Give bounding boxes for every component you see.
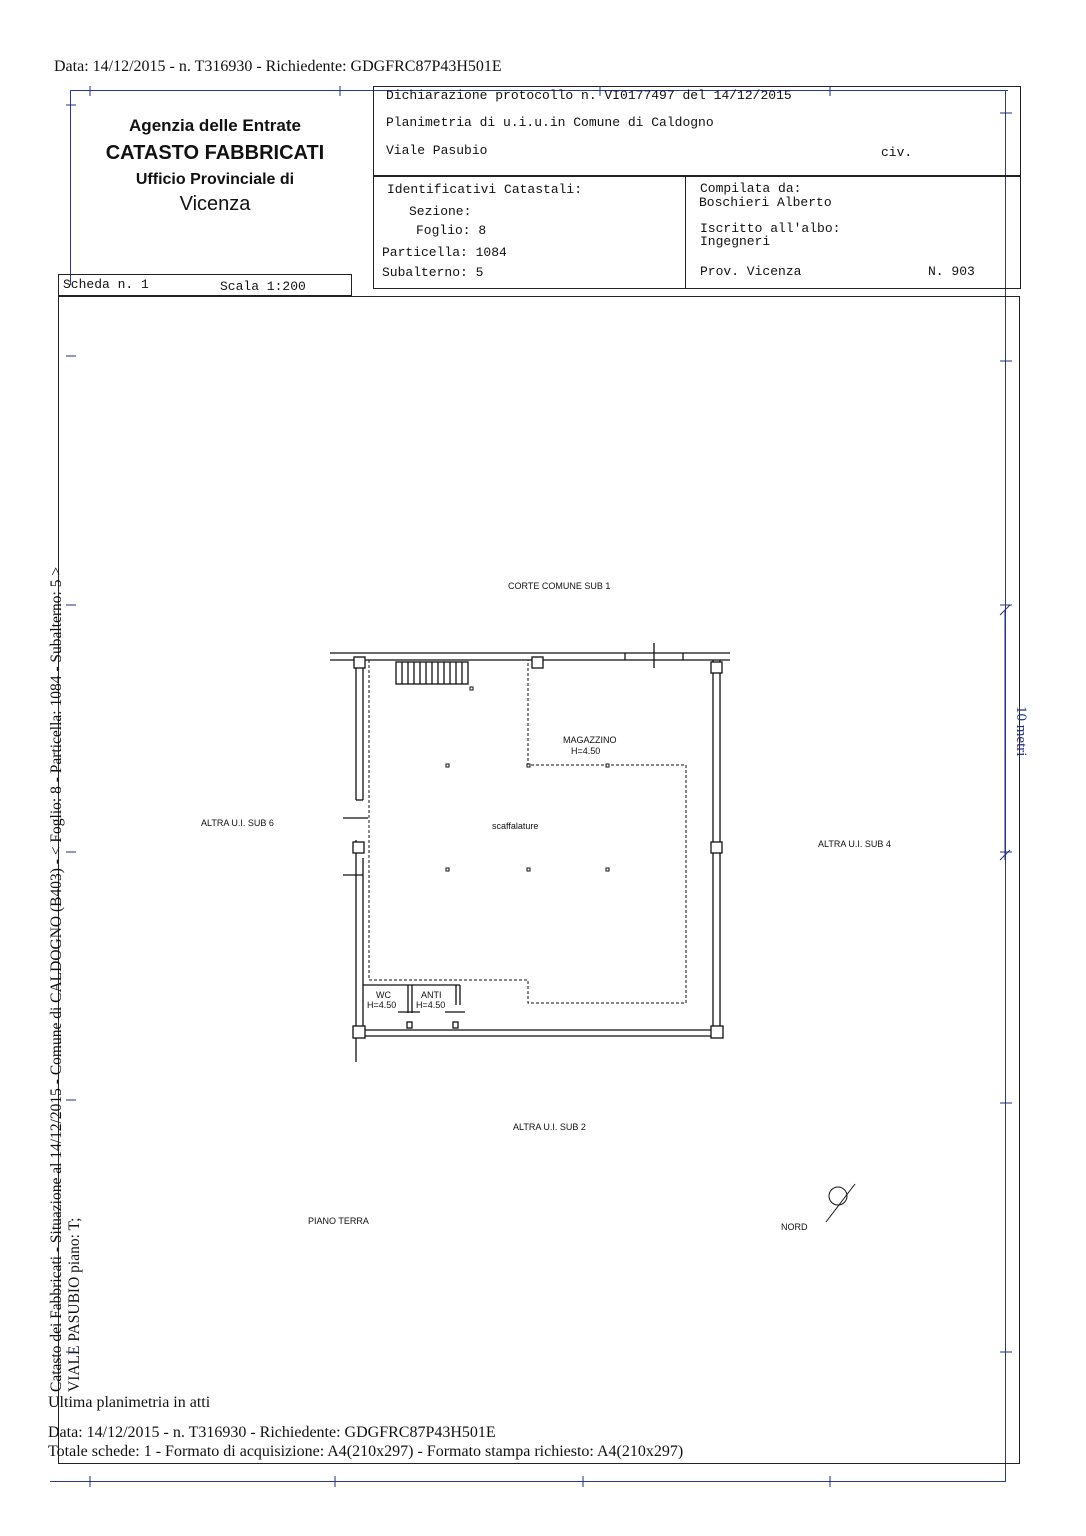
footer-totale: Totale schede: 1 - Formato di acquisizione: A4(210x297) - Formato stampa richiesto: A4(210x297)	[48, 1443, 684, 1460]
scheda-number: Scheda n. 1	[63, 277, 149, 292]
label-anti-height: H=4.50	[416, 1000, 446, 1010]
label-anti: ANTI	[421, 990, 442, 1000]
label-piano-terra: PIANO TERRA	[308, 1216, 369, 1226]
ufficio-label: Ufficio Provinciale di	[135, 171, 295, 188]
subalterno-value: Subalterno: 5	[382, 265, 484, 280]
label-nord: NORD	[781, 1222, 808, 1232]
footer-data: Data: 14/12/2015 - n. T316930 - Richiedente: GDGFRC87P43H501E	[48, 1424, 496, 1441]
albo-value: Ingegneri	[700, 234, 771, 249]
footer-ultima: Ultima planimetria in atti	[48, 1394, 211, 1411]
label-wc-height: H=4.50	[367, 1000, 397, 1010]
label-magazzino-height: H=4.50	[571, 746, 601, 756]
planimetria-line: Planimetria di u.i.u.in Comune di Caldogno	[386, 115, 714, 130]
provincia-name: Vicenza	[179, 193, 251, 215]
side-address-text: VIALE PASUBIO piano: T;	[66, 1217, 83, 1392]
agency-name: Agenzia delle Entrate	[129, 116, 301, 135]
iscritto-label: Iscritto all'albo:	[700, 221, 841, 236]
label-sub2: ALTRA U.I. SUB 2	[513, 1122, 586, 1132]
label-sub4: ALTRA U.I. SUB 4	[818, 839, 891, 849]
border-ticks	[66, 86, 1012, 1487]
civ-label: civ.	[881, 145, 913, 160]
label-corte-comune: CORTE COMUNE SUB 1	[508, 581, 611, 591]
scale-bar	[1000, 605, 1010, 860]
street-name: Viale Pasubio	[386, 143, 488, 158]
compilata-name: Boschieri Alberto	[699, 195, 832, 210]
compilata-label: Compilata da:	[700, 181, 802, 196]
provincia-albo: Prov. Vicenza	[700, 264, 802, 279]
label-magazzino: MAGAZZINO	[563, 735, 617, 745]
identificativi-title: Identificativi Catastali:	[387, 182, 583, 197]
label-sub6: ALTRA U.I. SUB 6	[201, 818, 274, 828]
particella-value: Particella: 1084	[382, 245, 507, 260]
catasto-title: CATASTO FABBRICATI	[105, 142, 325, 164]
label-wc: WC	[376, 990, 391, 1000]
side-catasto-text: Catasto dei Fabbricati - Situazione al 14/12/2015 - Comune di CALDOGNO (B403) - < Foglio: 8 - Particella: 1084 - Subalterno: 5 >	[48, 566, 65, 1392]
scala-value: Scala 1:200	[220, 279, 306, 294]
north-arrow-icon	[826, 1184, 855, 1222]
scaffalature-outline	[369, 660, 686, 1003]
sezione-label: Sezione:	[409, 204, 472, 219]
foglio-value: Foglio: 8	[416, 223, 487, 238]
declaration-line: Dichiarazione protocollo n. VI0177497 del 14/12/2015	[386, 88, 792, 103]
numero-albo: N. 903	[928, 264, 975, 279]
top-request-line: Data: 14/12/2015 - n. T316930 - Richiedente: GDGFRC87P43H501E	[54, 58, 502, 75]
label-scaffalature: scaffalature	[492, 821, 539, 831]
scale-bar-label: 10 metri	[1013, 706, 1029, 757]
